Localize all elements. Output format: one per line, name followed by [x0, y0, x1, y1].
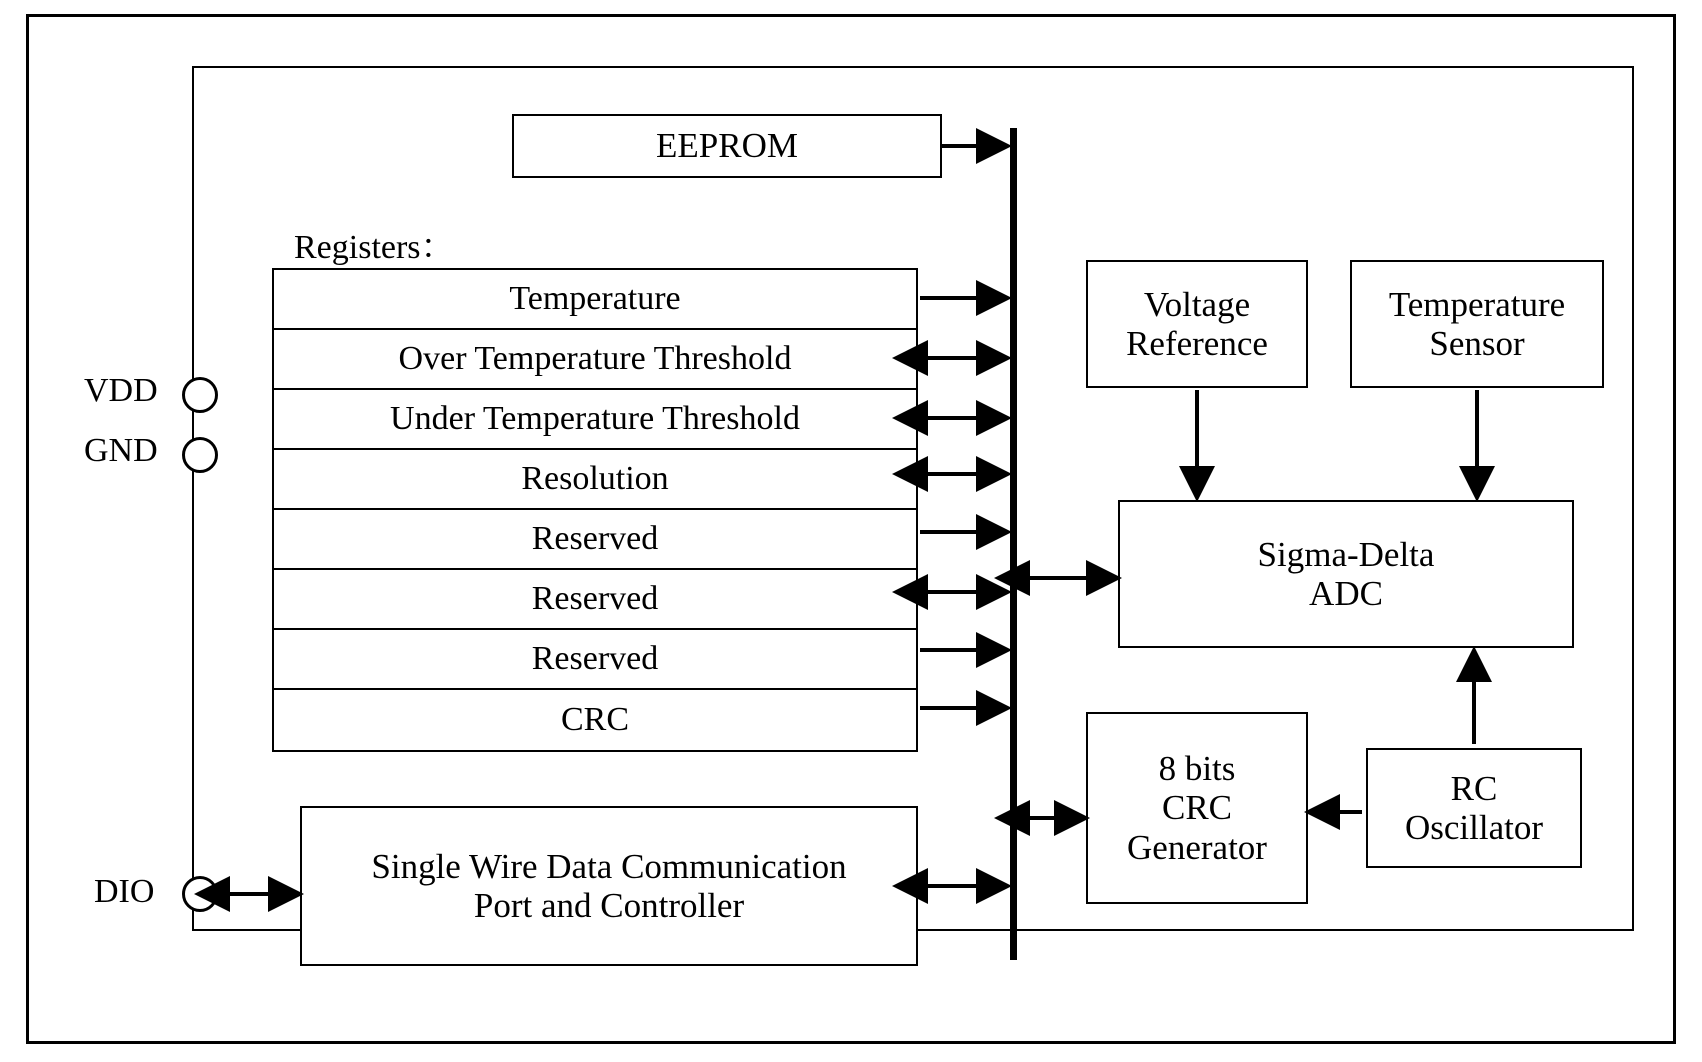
- block-comm-label-line2: Port and Controller: [473, 886, 745, 925]
- table-row: [274, 570, 916, 630]
- internal-bus-line: [1010, 128, 1017, 960]
- block-eeprom-label: EEPROM: [656, 126, 798, 166]
- table-row: [274, 270, 916, 330]
- block-single-wire-comm: [300, 806, 918, 966]
- block-adc-line2: ADC: [1309, 574, 1383, 613]
- registers-caption: Registers：: [294, 229, 455, 266]
- pin-label-vdd: VDD: [84, 372, 158, 409]
- pin-label-dio: DIO: [94, 873, 155, 910]
- block-voltage-reference: [1086, 260, 1308, 388]
- table-row: [274, 630, 916, 690]
- block-temperature-sensor-line1: Temperature: [1388, 284, 1566, 324]
- block-crc-generator: [1086, 712, 1308, 904]
- register-name: CRC: [560, 701, 630, 738]
- register-name: Reserved: [531, 520, 659, 557]
- block-crc-line3: Generator: [1127, 827, 1267, 867]
- table-row: [274, 510, 916, 570]
- block-adc-line1: Sigma-Delta: [1257, 534, 1435, 574]
- block-temperature-sensor: [1350, 260, 1604, 388]
- block-comm-label-line1: Single Wire Data Communication: [371, 846, 847, 886]
- block-rc-line2: Oscillator: [1404, 808, 1544, 847]
- block-voltage-reference-line1: Voltage: [1143, 284, 1251, 324]
- register-name: Reserved: [531, 580, 659, 617]
- register-name: Under Temperature Threshold: [390, 400, 800, 437]
- table-row: [274, 330, 916, 390]
- register-name: Reserved: [531, 640, 659, 677]
- registers-table: [272, 268, 918, 752]
- register-name: Resolution: [521, 460, 669, 497]
- table-row: [274, 390, 916, 450]
- block-voltage-reference-line2: Reference: [1126, 324, 1268, 363]
- register-name: Temperature: [509, 280, 681, 317]
- pin-label-gnd: GND: [84, 432, 158, 469]
- block-crc-line2: CRC: [1161, 788, 1233, 828]
- block-sigma-delta-adc: [1118, 500, 1574, 648]
- block-temperature-sensor-line2: Sensor: [1429, 324, 1525, 363]
- pin-pad-vdd: [182, 377, 218, 413]
- register-name: Over Temperature Threshold: [398, 340, 792, 377]
- block-eeprom: [512, 114, 942, 178]
- table-row: [274, 450, 916, 510]
- pin-pad-gnd: [182, 437, 218, 473]
- table-row: [274, 690, 916, 750]
- pin-pad-dio: [182, 876, 218, 912]
- block-crc-line1: 8 bits: [1158, 749, 1236, 789]
- block-rc-oscillator: [1366, 748, 1582, 868]
- block-rc-line1: RC: [1450, 768, 1498, 808]
